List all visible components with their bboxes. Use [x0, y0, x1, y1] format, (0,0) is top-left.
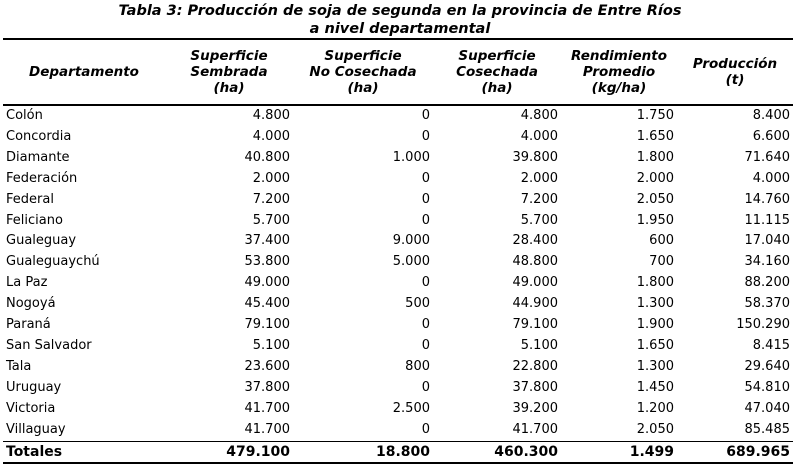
value-cell: 44.900	[512, 296, 558, 312]
value-cell: 1.650	[636, 337, 674, 353]
value-cell: 4.000	[752, 170, 790, 186]
value-cell: 8.415	[752, 337, 790, 353]
value-cell: 34.160	[744, 254, 790, 270]
value-cell: 54.810	[744, 379, 790, 395]
table-row	[3, 105, 793, 127]
value-cell: 2.000	[520, 170, 558, 186]
department-cell: Feliciano	[6, 212, 63, 228]
value-cell: 5.700	[252, 212, 290, 228]
value-cell: 45.400	[244, 296, 290, 312]
value-cell: 49.000	[244, 275, 290, 291]
department-cell: Villaguay	[6, 421, 66, 437]
value-cell: 53.800	[244, 254, 290, 270]
value-cell: 1.950	[636, 212, 674, 228]
department-cell: Colón	[6, 108, 43, 123]
table-title-line2: a nivel departamental	[309, 21, 491, 37]
department-cell: Federación	[6, 170, 78, 186]
column-header-line: Sembrada	[190, 64, 268, 80]
value-cell: 37.400	[244, 233, 290, 249]
column-header-line: (ha)	[481, 80, 513, 96]
value-cell: 41.700	[244, 421, 290, 437]
column-header-line: Promedio	[582, 64, 656, 80]
table-title-line1: Tabla 3: Producción de soja de segunda en la provincia de Entre Ríos	[118, 3, 682, 19]
table-row	[3, 294, 793, 315]
value-cell: 479.100	[226, 443, 290, 460]
column-header-line: (kg/ha)	[591, 80, 647, 96]
department-cell: Paraná	[6, 317, 51, 333]
value-cell: 2.050	[636, 421, 674, 437]
value-cell: 600	[649, 233, 674, 249]
column-header	[677, 39, 793, 105]
totals-row	[3, 441, 793, 463]
column-header-line: Departamento	[29, 64, 139, 80]
table-body	[3, 105, 793, 463]
value-cell: 6.600	[752, 128, 790, 144]
value-cell: 79.100	[244, 317, 290, 333]
value-cell: 5.100	[252, 337, 290, 353]
value-cell: 7.200	[520, 191, 558, 207]
table-header	[3, 39, 793, 105]
table-row	[3, 252, 793, 273]
table-row	[3, 190, 793, 211]
value-cell: 4.000	[520, 128, 558, 144]
value-cell: 1.499	[629, 443, 674, 460]
value-cell: 0	[421, 421, 430, 437]
value-cell: 0	[421, 337, 430, 353]
department-cell: Totales	[6, 443, 63, 460]
column-header-line: Superficie	[190, 48, 268, 64]
value-cell: 1.300	[636, 358, 674, 374]
column-header-line: Superficie	[458, 48, 536, 64]
department-cell: Gualeguay	[6, 233, 77, 249]
value-cell: 5.100	[520, 337, 558, 353]
column-header	[293, 39, 433, 105]
value-cell: 2.050	[636, 191, 674, 207]
value-cell: 500	[405, 296, 430, 312]
value-cell: 4.800	[252, 108, 290, 123]
value-cell: 2.500	[392, 400, 430, 416]
value-cell: 9.000	[392, 233, 430, 249]
value-cell: 1.750	[636, 108, 674, 123]
value-cell: 0	[421, 275, 430, 291]
value-cell: 4.000	[252, 128, 290, 144]
value-cell: 689.965	[726, 443, 790, 460]
value-cell: 1.800	[636, 149, 674, 165]
value-cell: 700	[649, 254, 674, 270]
value-cell: 22.800	[512, 358, 558, 374]
department-cell: La Paz	[6, 275, 48, 291]
table-row	[3, 148, 793, 169]
column-header	[433, 39, 561, 105]
value-cell: 2.000	[636, 170, 674, 186]
department-cell: Uruguay	[6, 379, 62, 395]
column-header-line: Superficie	[324, 48, 402, 64]
value-cell: 0	[421, 108, 430, 123]
value-cell: 28.400	[512, 233, 558, 249]
department-cell: Nogoyá	[6, 296, 56, 312]
value-cell: 0	[421, 191, 430, 207]
value-cell: 1.800	[636, 275, 674, 291]
value-cell: 41.700	[512, 421, 558, 437]
column-header-line: Rendimiento	[571, 48, 667, 64]
table-row	[3, 231, 793, 252]
department-cell: San Salvador	[6, 337, 92, 353]
value-cell: 17.040	[744, 233, 790, 249]
value-cell: 39.800	[512, 149, 558, 165]
value-cell: 85.485	[744, 421, 790, 437]
column-header	[3, 39, 165, 105]
value-cell: 37.800	[512, 379, 558, 395]
value-cell: 41.700	[244, 400, 290, 416]
column-header-line: (t)	[725, 72, 745, 88]
value-cell: 1.300	[636, 296, 674, 312]
column-header-line: No Cosechada	[309, 64, 417, 80]
value-cell: 150.290	[736, 317, 790, 333]
table-row	[3, 357, 793, 378]
value-cell: 11.115	[744, 212, 790, 228]
department-cell: Diamante	[6, 149, 70, 165]
value-cell: 48.800	[512, 254, 558, 270]
value-cell: 18.800	[375, 443, 430, 460]
department-cell: Victoria	[6, 400, 56, 416]
value-cell: 14.760	[744, 191, 790, 207]
value-cell: 800	[405, 358, 430, 374]
value-cell: 88.200	[744, 275, 790, 291]
table-row	[3, 315, 793, 336]
table-row	[3, 127, 793, 148]
value-cell: 2.000	[252, 170, 290, 186]
column-header-line: (ha)	[347, 80, 379, 96]
table-row	[3, 378, 793, 399]
department-cell: Concordia	[6, 128, 72, 144]
value-cell: 4.800	[520, 108, 558, 123]
value-cell: 1.450	[636, 379, 674, 395]
value-cell: 47.040	[744, 400, 790, 416]
department-cell: Gualeguaychú	[6, 254, 100, 270]
value-cell: 39.200	[512, 400, 558, 416]
column-header-line: Producción	[692, 56, 778, 72]
value-cell: 1.650	[636, 128, 674, 144]
table-row	[3, 273, 793, 294]
value-cell: 0	[421, 212, 430, 228]
table-row	[3, 169, 793, 190]
value-cell: 1.000	[392, 149, 430, 165]
value-cell: 71.640	[744, 149, 790, 165]
value-cell: 1.200	[636, 400, 674, 416]
value-cell: 0	[421, 170, 430, 186]
value-cell: 0	[421, 379, 430, 395]
value-cell: 29.640	[744, 358, 790, 374]
table-row	[3, 336, 793, 357]
column-header	[165, 39, 293, 105]
value-cell: 5.700	[520, 212, 558, 228]
table-row	[3, 211, 793, 232]
value-cell: 40.800	[244, 149, 290, 165]
department-cell: Tala	[6, 358, 32, 374]
value-cell: 5.000	[392, 254, 430, 270]
value-cell: 79.100	[512, 317, 558, 333]
value-cell: 7.200	[252, 191, 290, 207]
value-cell: 23.600	[244, 358, 290, 374]
table-row	[3, 399, 793, 420]
column-header	[561, 39, 677, 105]
value-cell: 0	[421, 128, 430, 144]
table-row	[3, 420, 793, 441]
value-cell: 49.000	[512, 275, 558, 291]
department-cell: Federal	[6, 191, 54, 207]
production-table	[3, 38, 793, 464]
value-cell: 460.300	[494, 443, 558, 460]
table-title	[0, 0, 800, 38]
column-header-line: Cosechada	[456, 64, 538, 80]
value-cell: 1.900	[636, 317, 674, 333]
value-cell: 37.800	[244, 379, 290, 395]
column-header-line: (ha)	[213, 80, 245, 96]
value-cell: 0	[421, 317, 430, 333]
value-cell: 58.370	[744, 296, 790, 312]
value-cell: 8.400	[752, 108, 790, 123]
